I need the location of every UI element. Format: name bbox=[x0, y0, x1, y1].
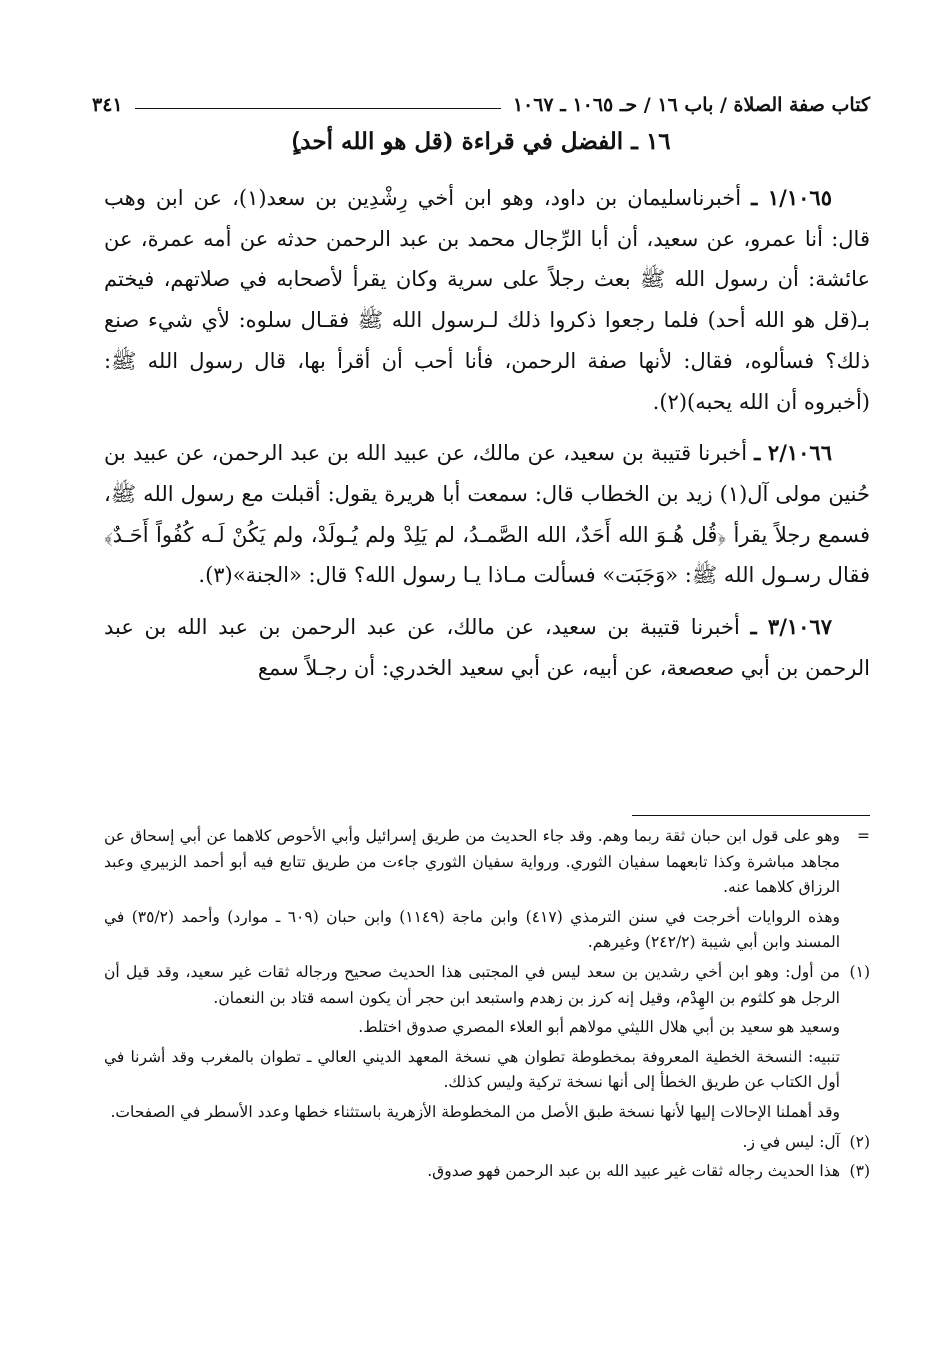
footnote-text: آل: ليس في ز. bbox=[742, 1132, 840, 1151]
footnote-continuation: وهذه الروايات أخرجت في سنن الترمذي (٤١٧) وابن ماجة (١١٤٩) وابن حبان (٦٠٩ ـ موارد) وأحمد (٣٥/٢) في المسند وابن أبي شيبة (٢٤٢/٢) وغيرهم. bbox=[104, 907, 840, 952]
hadith-paragraph bbox=[104, 433, 870, 596]
hadith-number: ٣/١٠٦٧ ـ bbox=[750, 614, 832, 640]
hadith-text: أخبرنا قتيبة بن سعيد، عن مالك، عن عبد الرحمن بن عبد الله بن عبد الرحمن بن أبي صعصعة، عن أبيه، عن أبي سعيد الخدري: أن رجـلاً سمع bbox=[104, 615, 870, 680]
footnote-text: هذا الحديث رجاله ثقات غير عبيد الله بن عبد الرحمن فهو صدوق. bbox=[427, 1162, 840, 1181]
header-rule bbox=[135, 108, 501, 109]
hadith-text: أخبرنا قتيبة بن سعيد، عن مالك، عن عبيد الله بن عبد الرحمن، عن عبيد بن حُنين مولى آل(١) زيد بن الخطاب قال: سمعت أبا هريرة يقول: أقبلت مع رسول الله ﷺ، فسمع رجلاً يقرأ ﴿قُل هُـوَ الله أَحَدٌ، الله الصَّمـدُ، لم يَلِدْ ولم يُـولَدْ، ولم يَكُنْ لَـه كُفُواً أَحَـدٌ﴾ فقال رسـول الله ﷺ: «وَجَبَت» فسألت مـاذا يـا رسول الله؟ قال: «الجنة»(٣). bbox=[104, 441, 870, 588]
footnote-separator bbox=[632, 815, 870, 816]
page-number: ٣٤١ bbox=[92, 94, 123, 116]
footnote-mark: (٣) bbox=[849, 1162, 870, 1181]
section-title: ١٦ ـ الفضل في قراءة (قل هو الله أحد)ٍ bbox=[291, 128, 671, 155]
footnote bbox=[104, 960, 870, 1011]
footnotes bbox=[104, 824, 870, 1189]
hadith-paragraph bbox=[104, 178, 870, 422]
footnote bbox=[104, 824, 870, 901]
hadith-text: أخبرناسليمان بن داود، وهو ابن أخي رِشْدِين بن سعد(١)، عن ابن وهب قال: أنا عمرو، عن سعيد، أن أبا الرِّجال محمد بن عبد الرحمن حدثه عن أمه عمرة، عن عائشة: أن رسول الله ﷺ بعث رجلاً على سرية وكان يقرأ لأصحابه في صلاتهم، فيختم بـ(قل هو الله أحد) فلما رجعوا ذكروا ذلك لـرسول الله ﷺ فقـال سلوه: لأي شيء صنع ذلك؟ فسألوه، فقال: لأنها صفة الرحمن، فأنا أحب أن أقرأ بها، قال رسول الله ﷺ: (أخبروه أن الله يحبه)(٢). bbox=[104, 186, 870, 414]
footnote-continuation: تنبيه: النسخة الخطية المعروفة بمخطوطة تطوان هي نسخة المعهد الديني العالي ـ تطوان بالمغرب وقد أشرنا في أول الكتاب عن طريق الخطأ إلى أنها نسخة تركية وليس كذلك. bbox=[104, 1047, 840, 1092]
footnote bbox=[104, 1159, 870, 1185]
footnote-continuation: وقد أهملنا الإحالات إليها لأنها نسخة طبق الأصل من المخطوطة الأزهرية باستثناء خطها وعدد الأسطر في الصفحات. bbox=[110, 1102, 840, 1121]
hadith-number: ٢/١٠٦٦ ـ bbox=[754, 440, 832, 466]
hadith-body bbox=[104, 178, 870, 699]
running-title: كتاب صفة الصلاة / باب ١٦ / حـ ١٠٦٥ ـ ١٠٦٧ bbox=[512, 94, 870, 116]
hadith-paragraph bbox=[104, 607, 870, 688]
footnote bbox=[104, 1130, 870, 1156]
running-header bbox=[92, 86, 870, 116]
footnote-mark: = bbox=[857, 827, 870, 845]
footnote-text: من أول: وهو ابن أخي رشدين بن سعد ليس في المجتبى هذا الحديث صحيح ورجاله ثقات غير سعيد، وقد قيل أن الرجل هو كلثوم بن الهِدْم، وقيل إنه كرز بن زهدم واستبعد ابن حجر أن يكون اسمه قتاد بن النعمان. bbox=[104, 962, 840, 1007]
footnote-mark: (٢) bbox=[849, 1132, 870, 1151]
footnote-text: وهو على قول ابن حبان ثقة ربما وهم. وقد جاء الحديث من طريق إسرائيل وأبي الأحوص كلاهما عن أبي إسحاق عن مجاهد مباشرة وكذا تابعهما سفيان الثوري. ورواية سفيان الثوري جاءت من طريق تتابع فيه أبو أحمد الزبيري وعبد الرزاق كلاهما عنه. bbox=[104, 827, 840, 897]
footnote-mark: (١) bbox=[849, 962, 870, 981]
footnote-continuation: وسعيد هو سعيد بن أبي هلال الليثي مولاهم أبو العلاء المصري صدوق اختلط. bbox=[358, 1018, 840, 1037]
hadith-number: ١/١٠٦٥ ـ bbox=[751, 185, 832, 210]
